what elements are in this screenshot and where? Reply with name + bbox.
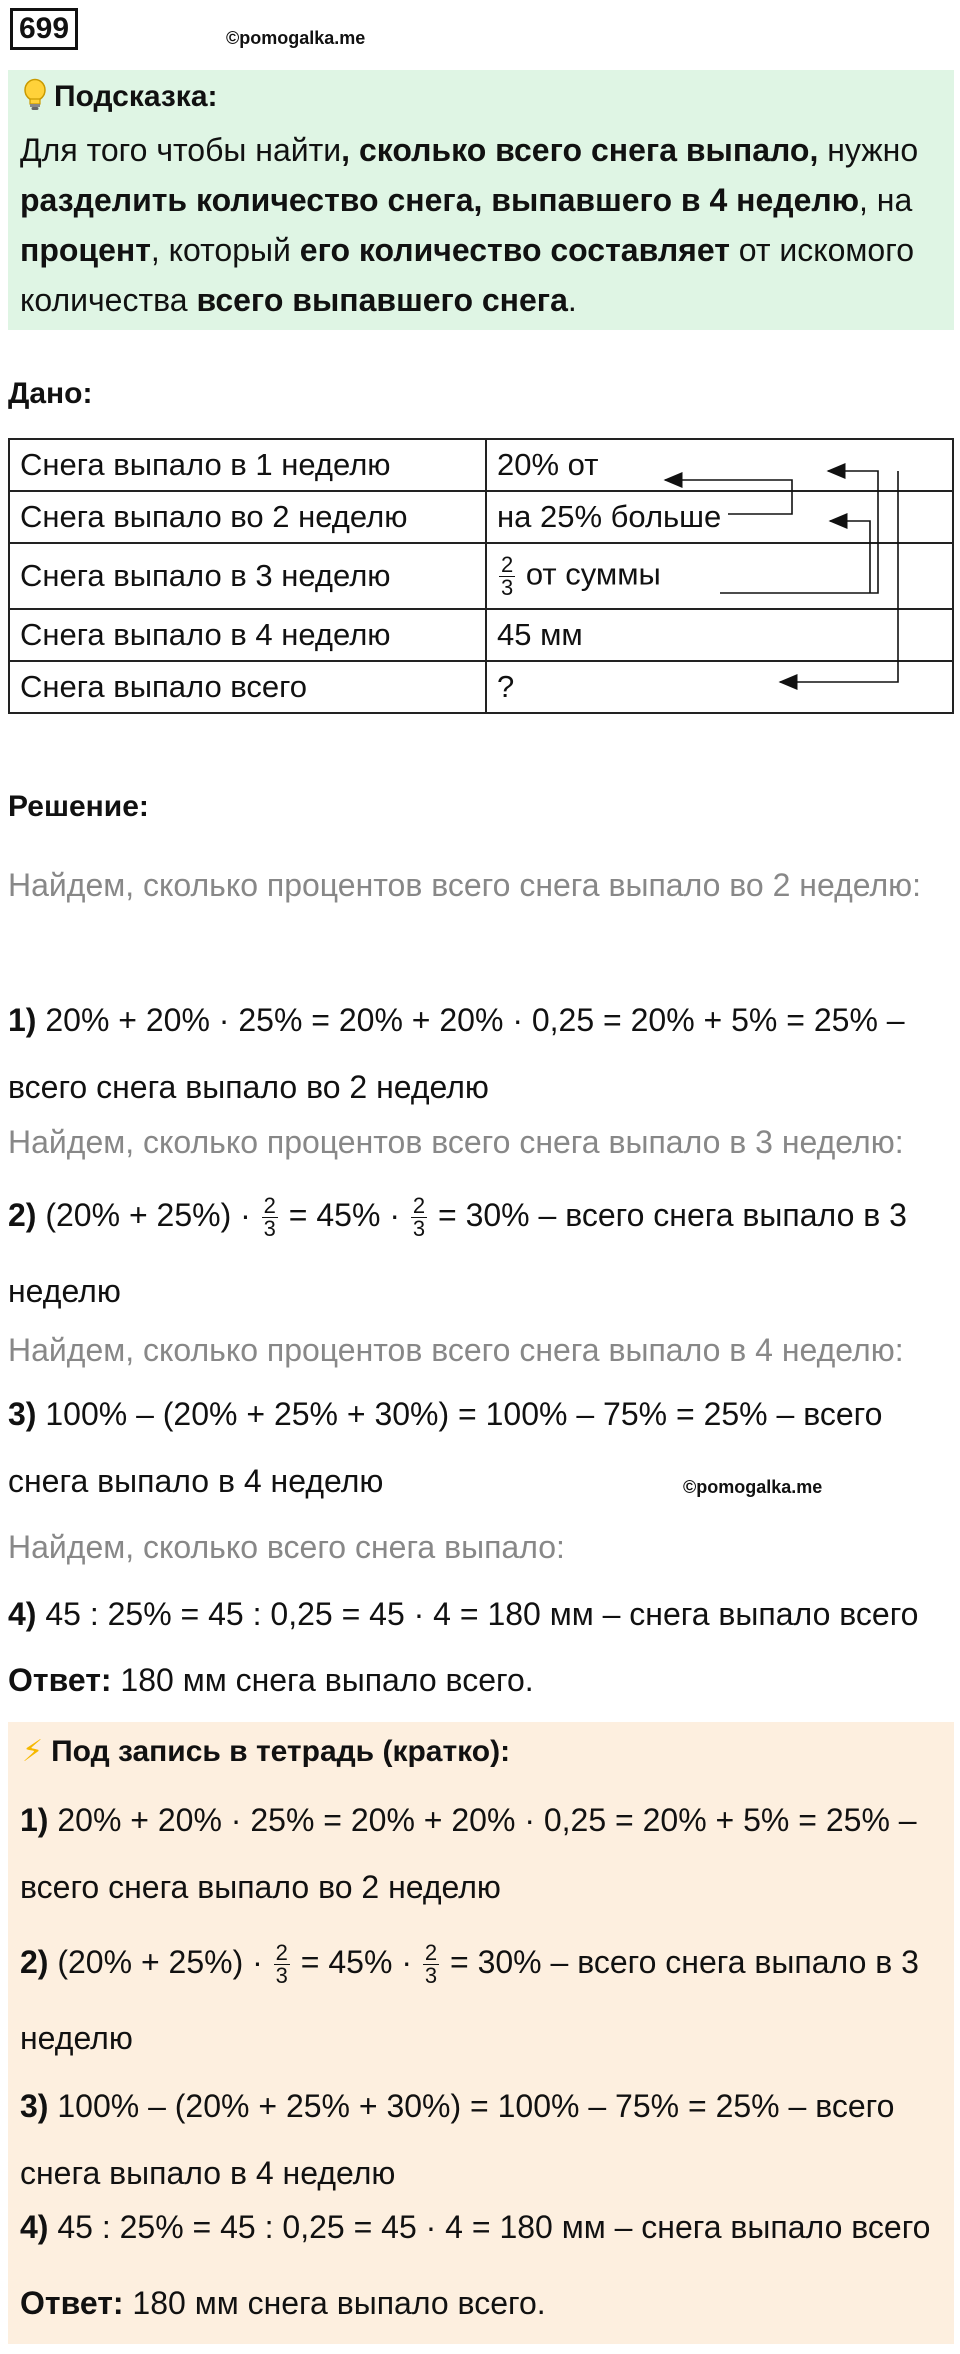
hint-title: Подсказка: <box>22 77 218 117</box>
hint-text: Для того чтобы найти, сколько всего снега выпало, нужно разделить количество снега, выпавшего в 4 неделю, на процент, который его количество составляет от искомого количества всего выпавшего снега. <box>20 132 919 318</box>
row-label: Снега выпало в 1 неделю <box>9 439 486 491</box>
note-step3: 3) 100% – (20% + 25% + 30%) = 100% – 75% = 25% – всего снега выпало в 4 неделю <box>20 2088 895 2191</box>
given-label: Дано: <box>8 377 93 410</box>
step4: 4) 45 : 25% = 45 : 0,25 = 45 · 4 = 180 мм – снега выпало всего <box>8 1596 919 1632</box>
fraction: $\frac{2}{3}$ <box>275 1940 288 1989</box>
note-step2: 2) (20% + 25%) · $\frac{2}{3}$ = 45% · $\frac{2}{3}$ = 30% – всего снега выпало в 3 неделю <box>20 1940 919 2056</box>
step3-intro: Найдем, сколько процентов всего снега выпало в 4 неделю: <box>8 1332 904 1368</box>
fraction: $\frac{2}{3}$ <box>412 1193 426 1242</box>
step2-intro: Найдем, сколько процентов всего снега выпало в 3 неделю: <box>8 1124 904 1160</box>
solution-label: Решение: <box>8 790 149 823</box>
row-label: Снега выпало в 3 неделю <box>9 543 486 609</box>
task-number: 699 <box>10 8 78 50</box>
fraction: $\frac{2}{3}$ <box>263 1193 276 1242</box>
row-value: на 25% больше <box>486 491 953 543</box>
notebook-title: ⚡ Под запись в тетрадь (кратко): <box>22 1735 511 1768</box>
note-step1: 1) 20% + 20% · 25% = 20% + 20% · 0,25 = 20% + 5% = 25% – всего снега выпало во 2 неделю <box>20 1802 917 1905</box>
step1-intro: Найдем, сколько процентов всего снега выпало во 2 неделю: <box>8 867 922 903</box>
step3: 3) 100% – (20% + 25% + 30%) = 100% – 75% = 25% – всего снега выпало в 4 неделю <box>8 1396 883 1499</box>
note-step4: 4) 45 : 25% = 45 : 0,25 = 45 · 4 = 180 мм – снега выпало всего <box>20 2209 931 2245</box>
row-value: $\frac{2}{3}$ от суммы <box>486 543 953 609</box>
step4-intro: Найдем, сколько всего снега выпало: <box>8 1529 565 1565</box>
watermark: ©pomogalka.me <box>683 1477 823 1497</box>
fraction: $\frac{2}{3}$ <box>424 1940 438 1989</box>
answer: Ответ: 180 мм снега выпало всего. <box>8 1662 534 1698</box>
row-label: Снега выпало в 4 неделю <box>9 609 486 661</box>
row-label: Снега выпало всего <box>9 661 486 713</box>
lightning-icon: ⚡ <box>22 1735 44 1768</box>
row-value: 20% от <box>486 439 953 491</box>
row-value: ? <box>486 661 953 713</box>
step2: 2) (20% + 25%) · $\frac{2}{3}$ = 45% · $\frac{2}{3}$ = 30% – всего снега выпало в 3 неделю <box>8 1193 907 1309</box>
step1: 1) 20% + 20% · 25% = 20% + 20% · 0,25 = 20% + 5% = 25% – всего снега выпало во 2 неделю <box>8 1002 905 1105</box>
watermark: ©pomogalka.me <box>226 28 366 48</box>
fraction: $\frac{2}{3}$ <box>501 551 514 600</box>
row-value: 45 мм <box>486 609 953 661</box>
relation-arrows <box>0 0 960 720</box>
row-label: Снега выпало во 2 неделю <box>9 491 486 543</box>
note-answer: Ответ: 180 мм снега выпало всего. <box>20 2285 546 2321</box>
